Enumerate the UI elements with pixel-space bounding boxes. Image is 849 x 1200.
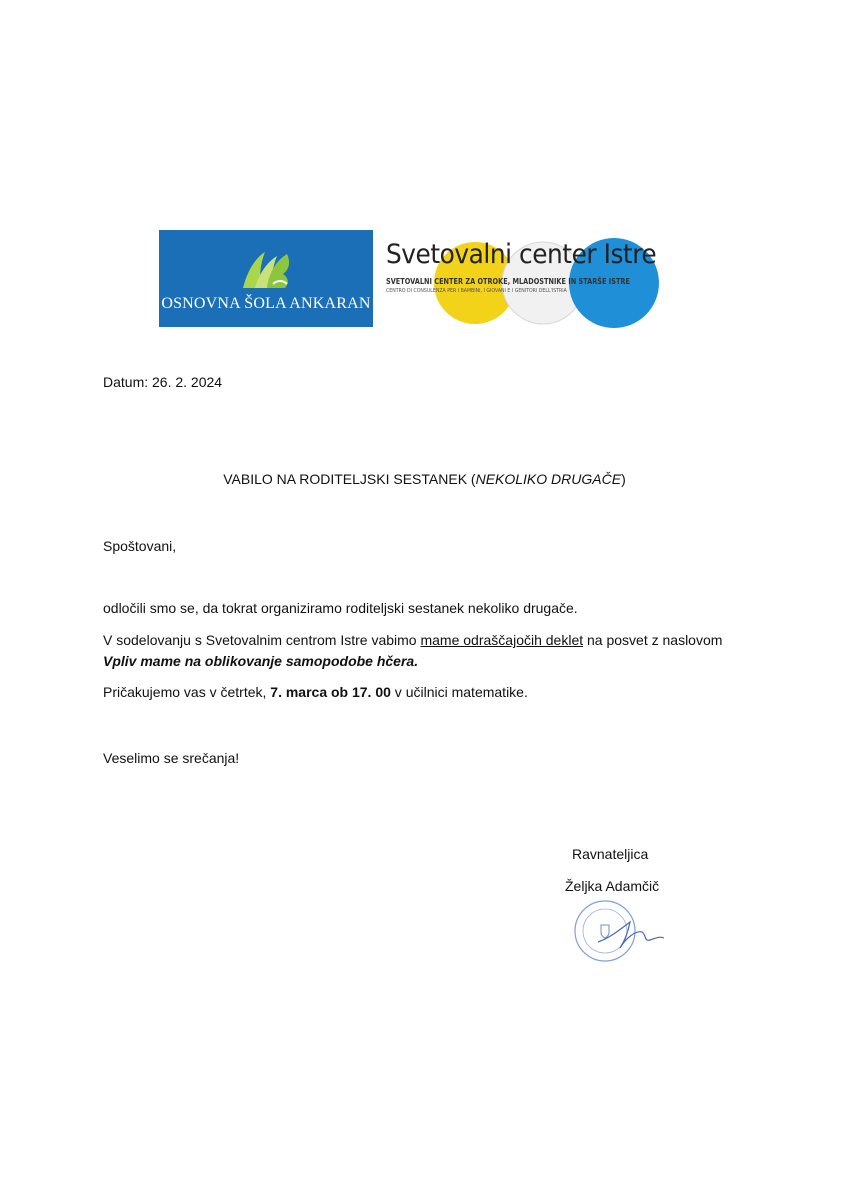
center-logo (380, 237, 670, 329)
wave-logo-icon (237, 244, 297, 292)
center-subtitle: SVETOVALNI CENTER ZA OTROKE, MLADOSTNIKE IN STARŠE ISTRE (386, 277, 630, 286)
center-title: Svetovalni center Istre (386, 239, 657, 270)
letter-date: Datum: 26. 2. 2024 (103, 374, 223, 390)
paragraph-invitation (103, 630, 722, 650)
signer-name: Željka Adamčič (565, 878, 660, 894)
meeting-text-start: Pričakujemo vas v četrtek, (103, 684, 271, 700)
heading-italic: NEKOLIKO DRUGAČE (475, 471, 622, 487)
letter-heading (0, 469, 849, 489)
talk-title: Vpliv mame na oblikovanje samopodobe hčera. (103, 653, 419, 669)
meeting-text-end: v učilnici matematike. (390, 684, 528, 700)
school-logo (159, 230, 373, 327)
paragraph-intro: odločili smo se, da tokrat organiziramo roditeljski sestanek nekoliko drugače. (103, 600, 578, 616)
invitation-audience: mame odraščajočih deklet (420, 632, 584, 648)
invitation-text-start: V sodelovanju s Svetovalnim centrom Istre vabimo (103, 632, 421, 648)
meeting-datetime: 7. marca ob 17. 00 (270, 684, 391, 700)
signer-title: Ravnateljica (572, 846, 649, 862)
paragraph-meeting-time (103, 682, 528, 702)
invitation-text-end: na posvet z naslovom (583, 632, 723, 648)
salutation: Spoštovani, (103, 538, 177, 554)
school-name: OSNOVNA ŠOLA ANKARAN (161, 295, 371, 312)
heading-main: VABILO NA RODITELJSKI SESTANEK ( (223, 471, 476, 487)
heading-end: ) (621, 471, 626, 487)
official-stamp-signature (570, 898, 670, 964)
closing-line: Veselimo se srečanja! (103, 750, 240, 766)
center-subtitle-italian: CENTRO DI CONSULENZA PER I BAMBINI, I GIOVANI E I GENITORI DELL'ISTRIA (386, 288, 567, 294)
